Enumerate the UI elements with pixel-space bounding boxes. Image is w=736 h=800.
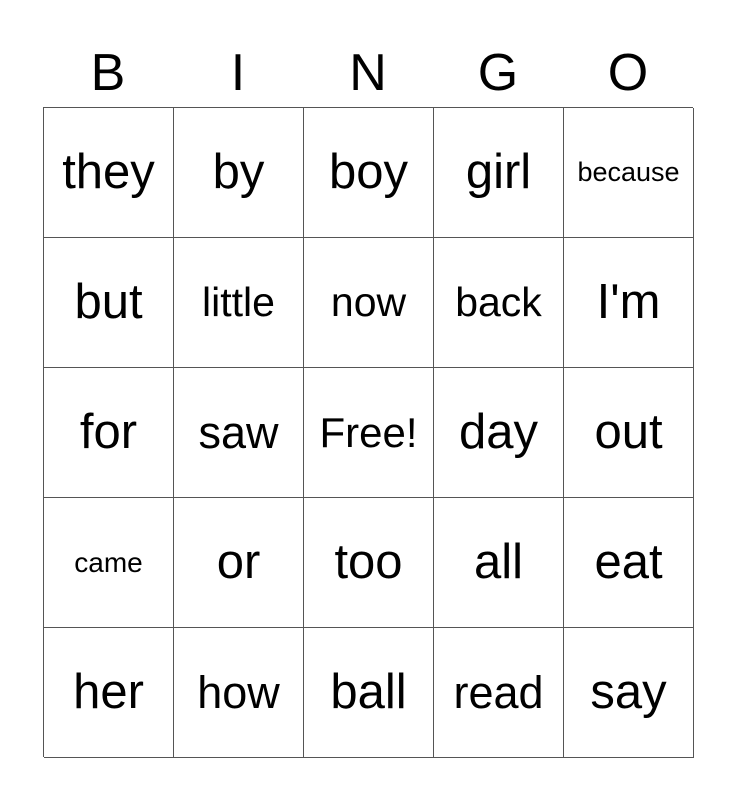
bingo-cell-r4-c1[interactable]: came	[44, 498, 174, 628]
bingo-cell-r3-c4[interactable]: day	[434, 368, 564, 498]
bingo-cell-r5-c2[interactable]: how	[174, 628, 304, 758]
bingo-cell-r3-c2[interactable]: saw	[174, 368, 304, 498]
header-letter-o: O	[607, 44, 649, 102]
bingo-header	[43, 40, 693, 106]
bingo-cell-r1-c4[interactable]: girl	[434, 108, 564, 238]
bingo-cell-free-space[interactable]: Free!	[304, 368, 434, 498]
bingo-cell-r4-c5[interactable]: eat	[564, 498, 694, 628]
bingo-cell-r2-c1[interactable]: but	[44, 238, 174, 368]
bingo-cell-r5-c3[interactable]: ball	[304, 628, 434, 758]
bingo-cell-r5-c5[interactable]: say	[564, 628, 694, 758]
bingo-cell-r5-c1[interactable]: her	[44, 628, 174, 758]
bingo-cell-r4-c2[interactable]: or	[174, 498, 304, 628]
header-letter-i: I	[230, 44, 246, 102]
bingo-cell-r1-c2[interactable]: by	[174, 108, 304, 238]
header-letter-b: B	[90, 44, 126, 102]
bingo-cell-r1-c1[interactable]: they	[44, 108, 174, 238]
bingo-cell-r2-c2[interactable]: little	[174, 238, 304, 368]
bingo-cell-r4-c3[interactable]: too	[304, 498, 434, 628]
bingo-cell-r1-c3[interactable]: boy	[304, 108, 434, 238]
header-letter-n: N	[349, 44, 387, 102]
bingo-cell-r2-c3[interactable]: now	[304, 238, 434, 368]
bingo-cell-r1-c5[interactable]: because	[564, 108, 694, 238]
bingo-cell-r2-c4[interactable]: back	[434, 238, 564, 368]
bingo-cell-r4-c4[interactable]: all	[434, 498, 564, 628]
bingo-cell-r2-c5[interactable]: I'm	[564, 238, 694, 368]
header-letter-g: G	[477, 44, 519, 102]
bingo-cell-r3-c5[interactable]: out	[564, 368, 694, 498]
bingo-cell-r5-c4[interactable]: read	[434, 628, 564, 758]
bingo-cell-r3-c1[interactable]: for	[44, 368, 174, 498]
bingo-card	[43, 107, 693, 757]
